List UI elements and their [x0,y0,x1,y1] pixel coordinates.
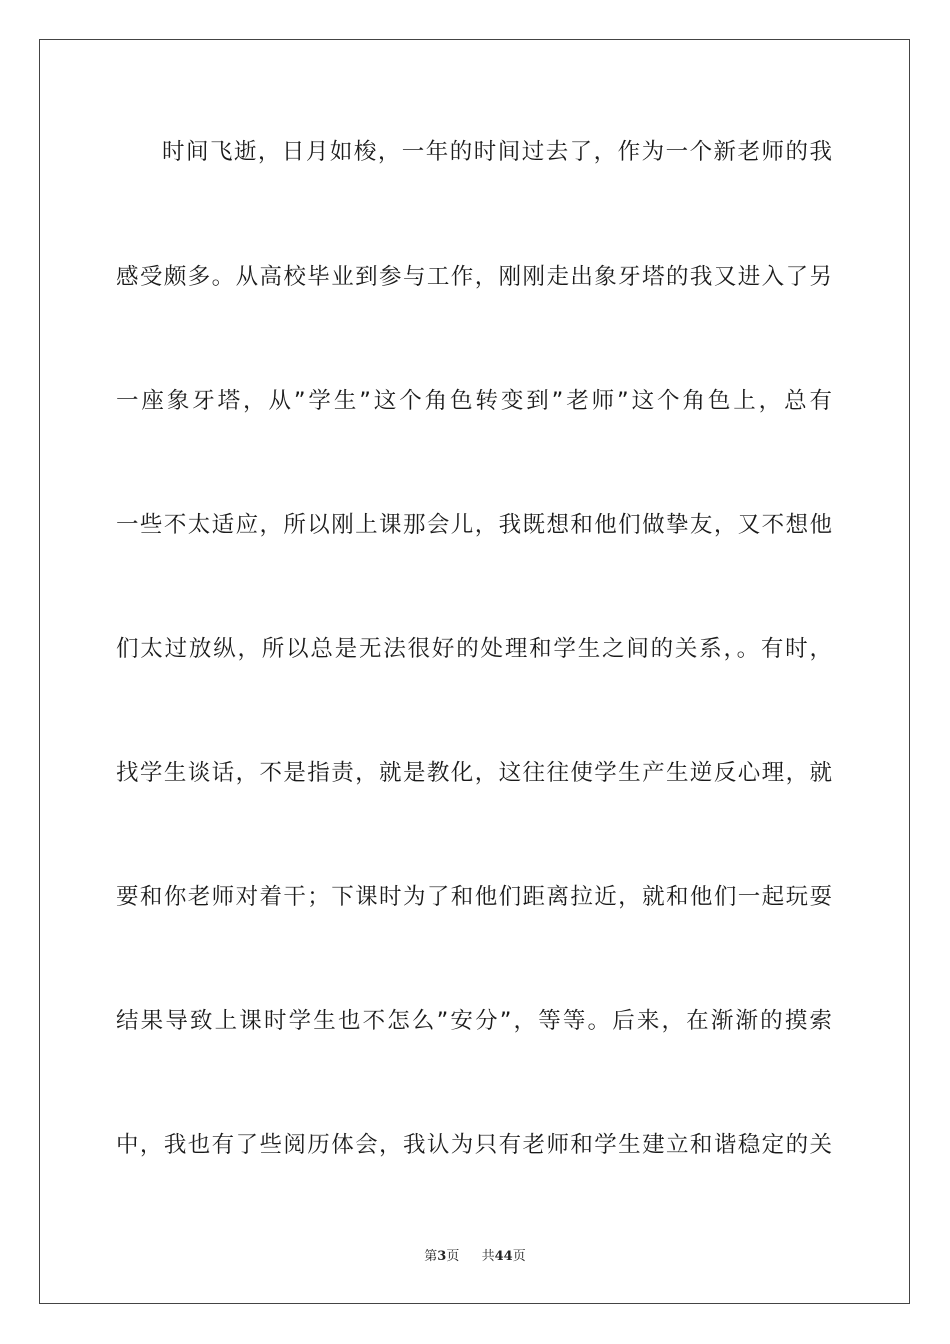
total-suffix: 页 [512,1249,526,1264]
paragraph-line: 结果导致上课时学生也不怎么”安分”，等等。后来，在渐渐的摸索 [116,1008,832,1034]
paragraph-line: 们太过放纵，所以总是无法很好的处理和学生之间的关系，。有时， [116,636,832,662]
page-number: 3 [437,1249,447,1264]
total-pages-indicator [482,1248,526,1266]
page-border [39,39,910,1304]
total-prefix: 共 [481,1249,495,1264]
page-prefix: 第 [424,1249,438,1264]
paragraph-line: 要和你老师对着干；下课时为了和他们距离拉近，就和他们一起玩耍 [116,884,832,910]
paragraph-line: 感受颇多。从高校毕业到参与工作，刚刚走出象牙塔的我又进入了另 [116,264,832,290]
paragraph-line: 找学生谈话，不是指责，就是教化，这往往使学生产生逆反心理，就 [116,760,832,786]
paragraph-line: 中，我也有了些阅历体会，我认为只有老师和学生建立和谐稳定的关 [116,1132,832,1158]
paragraph-line: 时间飞逝，日月如梭，一年的时间过去了，作为一个新老师的我 [162,139,832,165]
page-suffix: 页 [446,1249,460,1264]
page-footer [0,1248,950,1266]
paragraph-line: 一些不太适应，所以刚上课那会儿，我既想和他们做挚友，又不想他 [116,512,832,538]
paragraph-line: 一座象牙塔，从”学生”这个角色转变到”老师”这个角色上，总有 [116,388,832,414]
total-pages: 44 [494,1249,513,1264]
page-indicator [424,1248,459,1266]
